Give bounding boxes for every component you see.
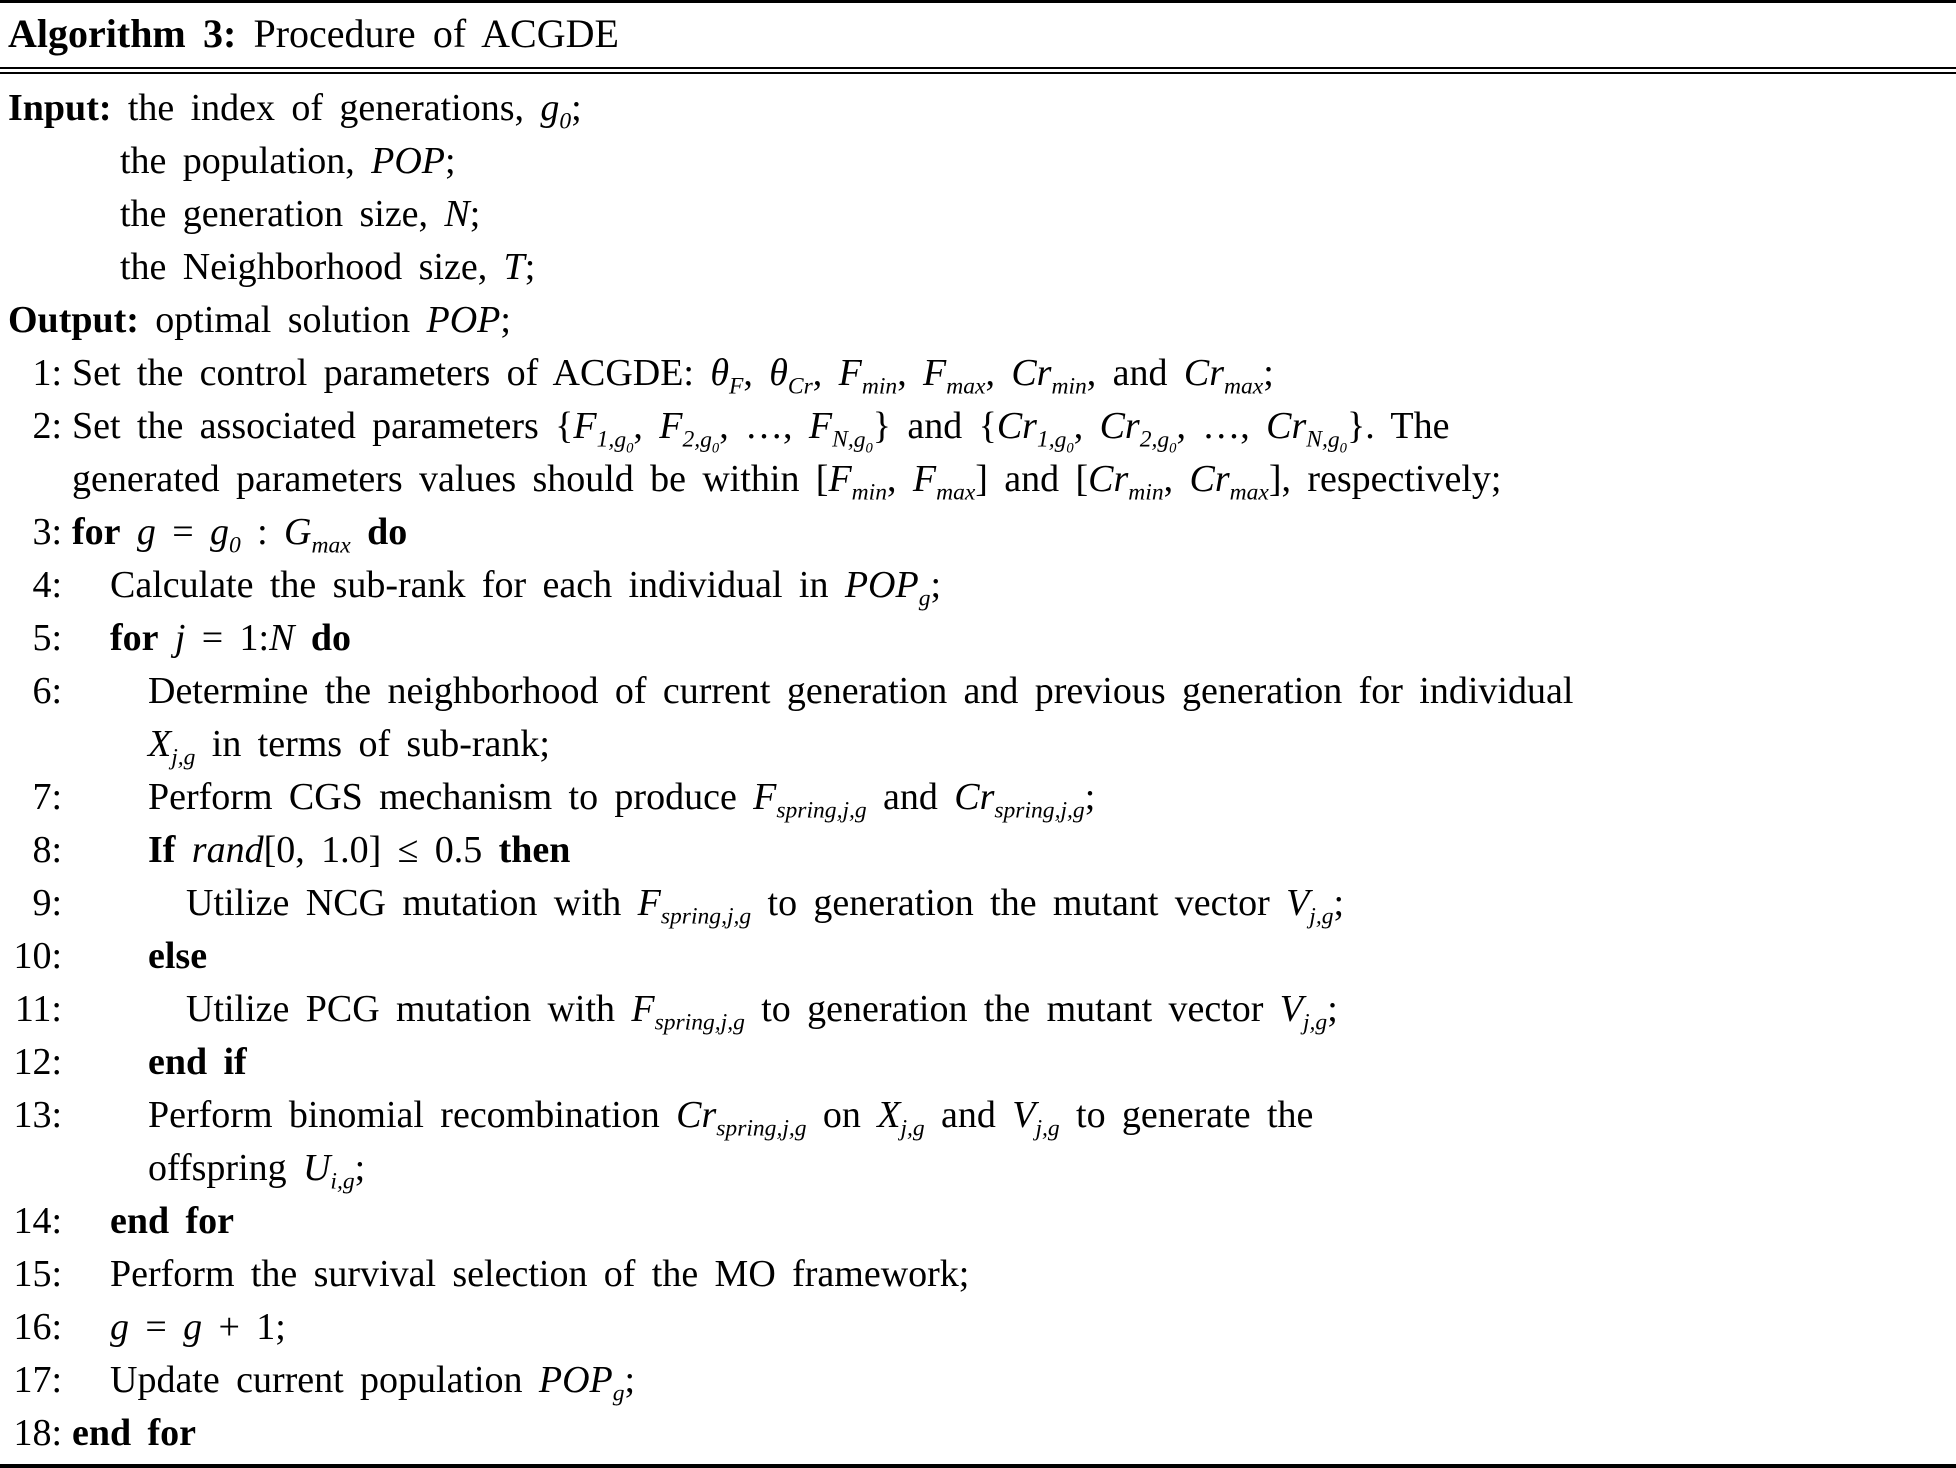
algorithm-step <box>4 665 1952 718</box>
algorithm-body <box>0 74 1956 1460</box>
algorithm-step <box>4 1248 1952 1301</box>
algorithm-step <box>4 347 1952 400</box>
step-body: Set the associated parameters {$F_{1,g_0}$, $F_{2,g_0}$, …, $F_{N,g_0}$} and {$Cr_{1,g_0}$, $Cr_{2,g_0}$, …, $Cr_{N,g_0}$}. The <box>72 405 1450 457</box>
algorithm-step <box>4 1195 1952 1248</box>
step-body: for j = 1:N do <box>110 617 351 659</box>
input-line: Input: the index of generations, $g_0$; <box>8 87 582 135</box>
step-number-empty <box>4 453 62 506</box>
step-body-continuation: $X_{j,g}$ in terms of sub-rank; <box>148 723 550 771</box>
algorithm-title-text: Procedure of ACGDE <box>236 11 619 56</box>
step-body: Calculate the sub-rank for each individual in $POP_g$; <box>110 564 942 612</box>
algorithm-step <box>4 877 1952 930</box>
step-number-empty <box>4 718 62 771</box>
step-number-empty <box>4 1142 62 1195</box>
step-body: end for <box>110 1200 234 1242</box>
algorithm-step <box>4 1354 1952 1407</box>
algorithm-step <box>4 1301 1952 1354</box>
step-body: for $g = g_0$ : $G_{max}$ do <box>72 511 408 559</box>
input-label: Input: <box>8 87 112 129</box>
step-body: Set the control parameters of ACGDE: $\theta_F$, $\theta_{Cr}$, $F_{min}$, $F_{max}$, $Cr_{min}$, and $Cr_{max}$; <box>72 352 1274 400</box>
step-number: 15: <box>13 1253 62 1295</box>
step-number: 11: <box>14 988 62 1030</box>
step-number: 10: <box>13 935 62 977</box>
algorithm-step <box>4 400 1952 457</box>
algorithm-step-continuation <box>4 453 1952 506</box>
algorithm-step-continuation <box>4 718 1952 771</box>
algorithm-step <box>4 824 1952 877</box>
step-number: 9: <box>32 882 62 924</box>
output-line: Output: optimal solution POP; <box>8 299 511 341</box>
io-block <box>4 82 1952 347</box>
step-body: Perform binomial recombination $Cr_{spring,j,g}$ on $X_{j,g}$ and $V_{j,g}$ to generate the <box>148 1094 1314 1142</box>
input-line-cont: the Neighborhood size, T; <box>120 246 536 288</box>
step-number: 18: <box>13 1412 62 1454</box>
algorithm-step <box>4 559 1952 612</box>
step-number: 13: <box>13 1094 62 1136</box>
input-line-cont: the generation size, N; <box>120 193 481 235</box>
step-body: end if <box>148 1041 247 1083</box>
algorithm-step <box>4 930 1952 983</box>
step-body: Utilize PCG mutation with $F_{spring,j,g}$ to generation the mutant vector $V_{j,g}$; <box>186 988 1338 1036</box>
step-number: 8: <box>32 829 62 871</box>
step-number: 6: <box>32 670 62 712</box>
step-body-continuation: offspring $U_{i,g}$; <box>148 1147 366 1195</box>
algorithm-step <box>4 1089 1952 1142</box>
step-body: Perform CGS mechanism to produce $F_{spring,j,g}$ and $Cr_{spring,j,g}$; <box>148 776 1096 824</box>
algorithm-step <box>4 1407 1952 1460</box>
algorithm-step <box>4 983 1952 1036</box>
step-number: 17: <box>13 1359 62 1401</box>
step-number: 1: <box>32 352 62 394</box>
step-body: Determine the neighborhood of current generation and previous generation for individual <box>148 670 1574 712</box>
step-number: 4: <box>32 564 62 606</box>
steps-list <box>4 347 1952 1460</box>
step-number: 7: <box>32 776 62 818</box>
algorithm-step <box>4 771 1952 824</box>
algorithm-step <box>4 506 1952 559</box>
step-number: 12: <box>13 1041 62 1083</box>
step-body: Utilize NCG mutation with $F_{spring,j,g}$ to generation the mutant vector $V_{j,g}$; <box>186 882 1345 930</box>
input-line-cont: the population, POP; <box>120 140 456 182</box>
step-body: If rand[0, 1.0] ≤ 0.5 then <box>148 829 571 871</box>
step-number: 3: <box>32 511 62 553</box>
algorithm-step <box>4 1036 1952 1089</box>
algorithm-title <box>0 3 1956 74</box>
step-number: 5: <box>32 617 62 659</box>
step-body: Perform the survival selection of the MO framework; <box>110 1253 970 1295</box>
step-number: 16: <box>13 1306 62 1348</box>
step-body: else <box>148 935 208 977</box>
output-label: Output: <box>8 299 139 341</box>
step-number: 2: <box>32 405 62 447</box>
step-body: Update current population $POP_g$; <box>110 1359 636 1407</box>
step-number: 14: <box>13 1200 62 1242</box>
algorithm-step-continuation <box>4 1142 1952 1195</box>
step-body: end for <box>72 1412 196 1454</box>
algorithm-step <box>4 612 1952 665</box>
step-body: g = g + 1; <box>110 1306 286 1348</box>
step-body-continuation: generated parameters values should be within [$F_{min}$, $F_{max}$] and [$Cr_{min}$, $Cr_{max}$], respectively; <box>72 458 1502 506</box>
algorithm-title-label: Algorithm 3: <box>8 11 237 56</box>
